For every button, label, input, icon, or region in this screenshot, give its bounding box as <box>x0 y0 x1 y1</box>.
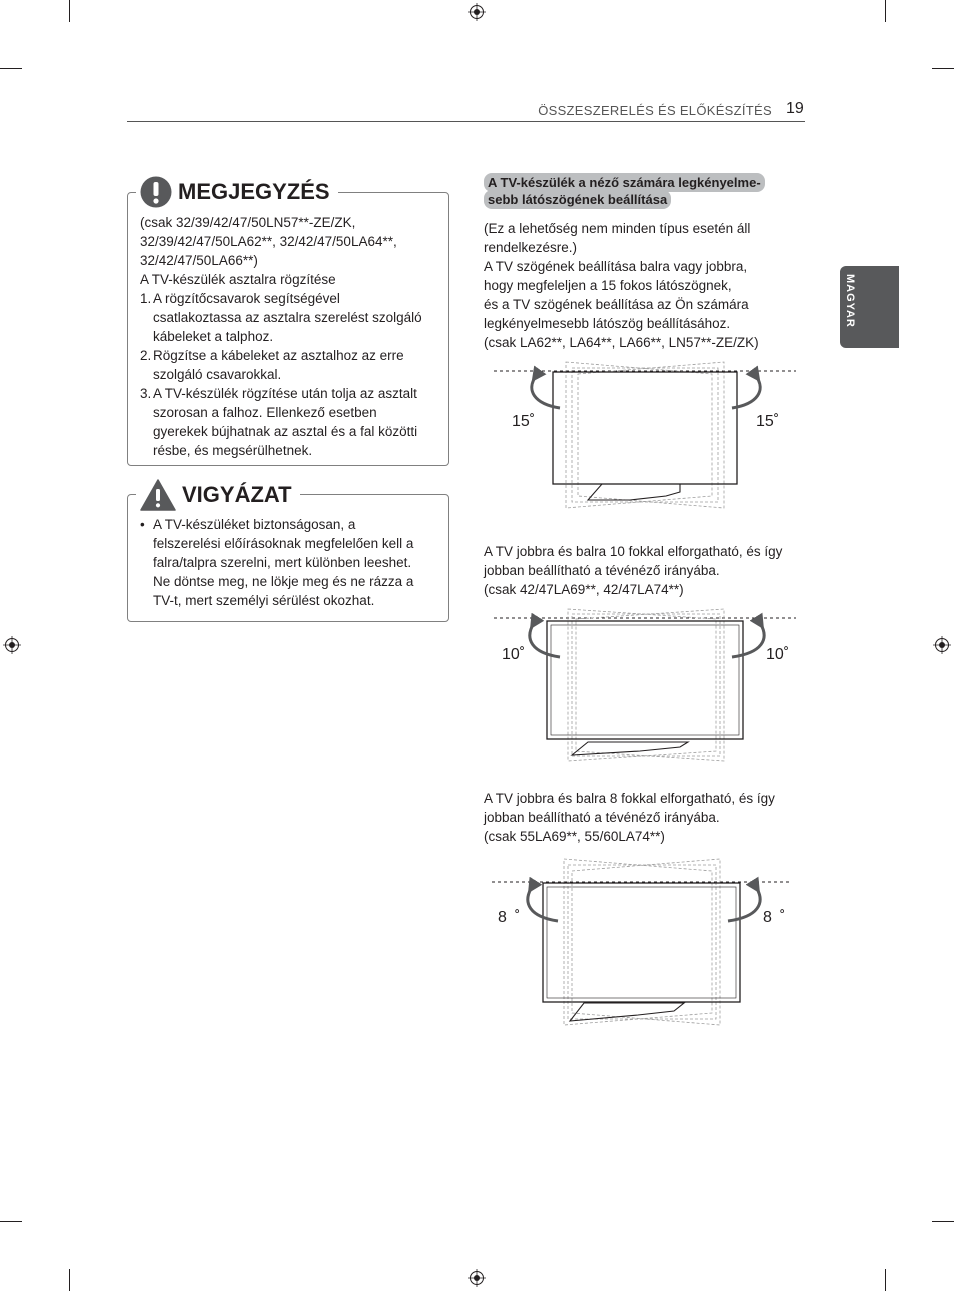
section-heading: A TV-készülék a néző számára legkényelme- <box>484 173 765 192</box>
intro-line: legkényelmesebb látószög beállításához. <box>484 316 731 331</box>
degree-sign: ˚ <box>773 413 780 430</box>
intro-line: hogy megfeleljen a 15 fokos látószögnek, <box>484 278 732 293</box>
tv-rotation-diagram-15 <box>490 360 802 510</box>
note-intro-line: 32/42/47/50LA66**) <box>140 253 258 268</box>
note-steps <box>140 289 440 460</box>
para-line: jobban beállítható a tévénéző irányába. <box>484 563 720 578</box>
crop-mark <box>885 0 886 22</box>
step-number: 3. <box>140 386 152 401</box>
step-line: résbe, és megsérülhetnek. <box>153 443 313 458</box>
caution-text <box>140 515 440 610</box>
angle-value: 10 <box>502 646 520 663</box>
angle-value: 15 <box>756 413 774 430</box>
warning-triangle-icon <box>140 479 176 511</box>
step-line: kábeleket a talphoz. <box>153 329 274 344</box>
para-line: (csak 42/47LA69**, 42/47LA74**) <box>484 582 684 597</box>
step-line: szolgáló csavarokkal. <box>153 367 282 382</box>
crop-mark <box>0 1221 22 1222</box>
intro-line: és a TV szögének beállítása az Ön számára <box>484 297 749 312</box>
running-header: ÖSSZESZERELÉS ÉS ELŐKÉSZÍTÉS <box>538 103 772 118</box>
caution-line: A TV-készüléket biztonságosan, a <box>153 517 356 532</box>
angle-value: 8 <box>498 909 507 926</box>
angle-value: 10 <box>766 646 784 663</box>
tv-rotation-diagram-8 <box>488 855 798 1027</box>
caution-line: Ne döntse meg, ne lökje meg és ne rázza a <box>153 574 414 589</box>
para-line: A TV jobbra és balra 10 fokkal elforgatható, és így <box>484 544 783 559</box>
caution-body <box>140 515 440 610</box>
language-tab <box>840 266 899 348</box>
caution-title-text: VIGYÁZAT <box>182 482 292 507</box>
crop-mark <box>69 0 70 22</box>
para-line: (csak 55LA69**, 55/60LA74**) <box>484 829 665 844</box>
para-line: A TV jobbra és balra 8 fokkal elforgatható, és így <box>484 791 775 806</box>
degree-sign: ˚ <box>779 909 786 926</box>
language-tab-label: MAGYAR <box>844 274 856 328</box>
angle-value: 8 <box>763 909 772 926</box>
crop-mark <box>69 1269 70 1291</box>
caution-line: falra/talpra szerelni, mert különben leeshet. <box>153 555 412 570</box>
registration-mark-icon <box>468 3 486 21</box>
section-heading-cont: sebb látószögének beállítása <box>484 190 671 209</box>
bullet: • <box>140 517 145 532</box>
note-title <box>136 176 338 208</box>
crop-mark <box>0 68 22 69</box>
tv-rotation-diagram-10 <box>490 607 802 767</box>
step-number: 1. <box>140 291 152 306</box>
registration-mark-icon <box>3 636 21 654</box>
note-body <box>140 213 440 460</box>
angle-label-left <box>502 646 525 664</box>
note-intro-line: (csak 32/39/42/47/50LN57**-ZE/ZK, <box>140 215 356 230</box>
step-line: csatlakoztassa az asztalra szerelést szolgáló <box>153 310 422 325</box>
intro-line: (csak LA62**, LA64**, LA66**, LN57**-ZE/ZK) <box>484 335 759 350</box>
list-item <box>140 346 440 384</box>
paragraph-10-deg <box>484 542 814 599</box>
registration-mark-icon <box>468 1269 486 1287</box>
step-line: A rögzítőcsavarok segítségével <box>153 291 340 306</box>
step-line: A TV-készülék rögzítése után tolja az asztalt <box>153 386 417 401</box>
para-line: jobban beállítható a tévénéző irányába. <box>484 810 720 825</box>
paragraph-8-deg <box>484 789 814 846</box>
step-number: 2. <box>140 348 152 363</box>
note-intro-line: A TV-készülék asztalra rögzítése <box>140 272 336 287</box>
crop-mark <box>932 1221 954 1222</box>
section-intro <box>484 219 804 352</box>
angle-label-right <box>766 646 789 664</box>
header-rule <box>127 121 805 122</box>
degree-sign: ˚ <box>519 646 526 663</box>
note-intro-line: 32/39/42/47/50LA62**, 32/42/47/50LA64**, <box>140 234 397 249</box>
registration-mark-icon <box>933 636 951 654</box>
angle-label-left <box>498 909 520 927</box>
step-line: gyerekek bújhatnak az asztal és a fal közötti <box>153 424 418 439</box>
angle-label-left <box>512 413 535 431</box>
intro-line: rendelkezésre.) <box>484 240 578 255</box>
caution-line: felszerelési előírásoknak megfelelően kell a <box>153 536 414 551</box>
exclamation-icon <box>140 176 172 208</box>
list-item <box>140 384 440 460</box>
intro-line: (Ez a lehetőség nem minden típus esetén áll <box>484 221 751 236</box>
angle-label-right <box>763 909 785 927</box>
list-item <box>140 289 440 346</box>
crop-mark <box>885 1269 886 1291</box>
step-line: Rögzítse a kábeleket az asztalhoz az erre <box>153 348 404 363</box>
angle-value: 15 <box>512 413 530 430</box>
angle-label-right <box>756 413 779 431</box>
degree-sign: ˚ <box>529 413 536 430</box>
caution-title <box>136 479 300 511</box>
crop-mark <box>932 68 954 69</box>
caution-line: TV-t, mert személyi sérülést okozhat. <box>153 593 375 608</box>
degree-sign: ˚ <box>514 909 521 926</box>
degree-sign: ˚ <box>783 646 790 663</box>
note-title-text: MEGJEGYZÉS <box>178 179 330 204</box>
page-number: 19 <box>786 100 804 117</box>
step-line: szorosan a falhoz. Ellenkező esetben <box>153 405 377 420</box>
intro-line: A TV szögének beállítása balra vagy jobbra, <box>484 259 748 274</box>
